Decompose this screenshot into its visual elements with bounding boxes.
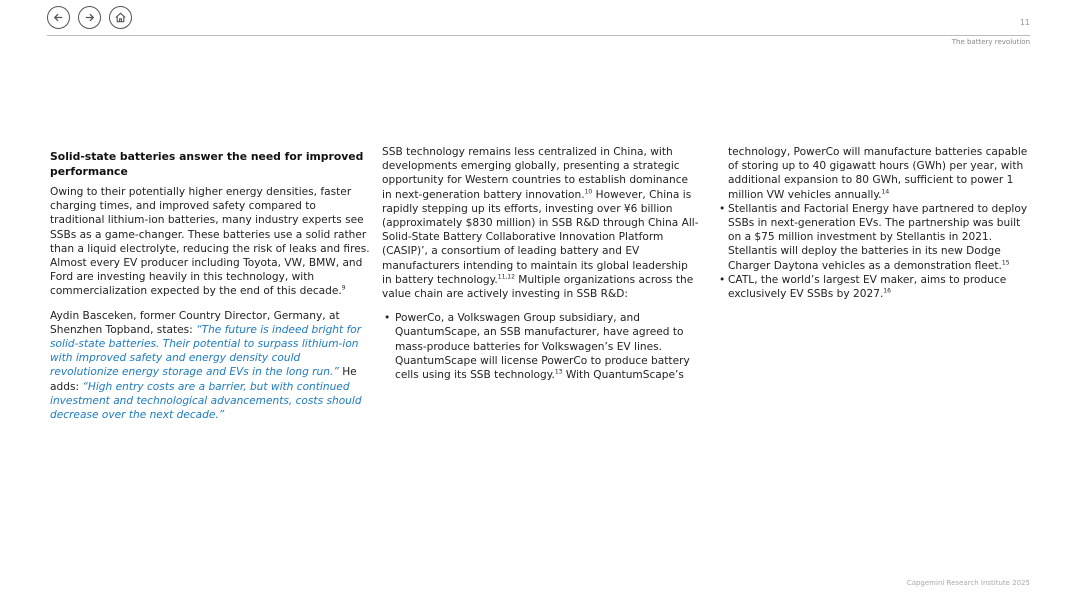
investment-list-continued [720,202,1036,301]
footnote-ref[interactable]: 16 [883,287,891,295]
section-heading: Solid-state batteries answer the need for improved performance [50,150,364,178]
list-item-text: technology, PowerCo will manufacture batteries capable of storing up to 40 gigawatt hours (GWh) per year, with additional expansion to 80 GWh, sufficient to power 1 million VW vehicles annually. [728,146,1028,201]
home-icon [113,10,128,25]
paragraph-text: Multiple organizations across the value chain are actively investing in SSB R&D: [382,273,694,301]
arrow-right-icon [82,10,97,25]
column-3 [720,145,1036,301]
navigation-bar [47,6,132,29]
arrow-left-icon [51,10,66,25]
column-2 [382,145,700,382]
header-divider [47,35,1030,36]
list-item [720,273,1036,301]
paragraph-text: Owing to their potentially higher energy densities, faster charging times, and improved safety compared to traditional lithium-ion batteries, many industry experts see SSBs as a game-changer. These batteries use a solid rather than a liquid electrolyte, reducing the risk of leaks and fires. Almost every EV producer including Toyota, VW, BMW, and Ford are investing heavily in this technology, with commercialization expected by the end of this decade. [50,186,370,298]
footer-text: Capgemini Research Institute 2025 [906,579,1030,587]
footnote-ref[interactable]: 15 [1001,259,1010,267]
back-button[interactable] [47,6,70,29]
list-item-text: CATL, the world’s largest EV maker, aims to produce exclusively EV SSBs by 2027. [728,273,1007,301]
section-title: The battery revolution [951,38,1030,46]
footnote-ref[interactable]: 14 [881,188,890,196]
forward-button[interactable] [78,6,101,29]
quote-text: “The future is indeed bright for solid-state batteries. Their potential to surpass lithium-ion with improved safety and energy density could revolutionize energy storage and EVs in the long run.” [50,323,362,379]
list-item-text: PowerCo, a Volkswagen Group subsidiary, and QuantumScape, an SSB manufacturer, have agreed to mass-produce batteries for Volkswagen’s EV lines. QuantumScape will license PowerCo to produce battery cells using its SSB technology. [395,312,690,382]
paragraph-intro [50,185,372,299]
footnote-ref[interactable]: 11,12 [497,273,515,281]
list-item-continuation [720,145,1036,202]
paragraph-text: SSB technology remains less centralized in China, with developments emerging globally, presenting a strategic opportunity for Western countries to establish dominance in next-generation battery innovation. [382,146,689,201]
footnote-ref[interactable]: 9 [341,284,346,292]
paragraph-quote [50,309,372,423]
investment-list [382,311,700,382]
paragraph-text: However, China is rapidly stepping up its efforts, investing over ¥6 billion (approximately $830 million) in SSB R&D through China All-Solid-State Battery Collaborative Innovation Platform (CASIP)’, a consortium of leading battery and EV manufacturers intending to maintain its global leadership in battery technology. [382,188,699,286]
list-item-text: With QuantumScape’s [562,369,684,382]
quote-attribution: Aydin Basceken, former Country Director, Germany, at Shenzhen Topband, states: [50,309,340,336]
home-button[interactable] [109,6,132,29]
page-number: 11 [1019,18,1030,27]
footnote-ref[interactable]: 10 [584,188,593,196]
paragraph-china [382,145,700,301]
footnote-ref[interactable]: 13 [554,368,563,376]
quote-connector: He adds: [50,366,357,393]
list-item-text: Stellantis and Factorial Energy have partnered to deploy SSBs in next-generation EVs. The partnership was built on a $75 million investment by Stellantis in 2021. Stellantis will deploy the batteries in its new Dodge Charger Daytona vehicles as a demonstration fleet. [728,202,1028,272]
quote-text: “High entry costs are a barrier, but with continued investment and technological advancements, costs should decrease over the next decade.” [50,380,362,422]
list-item [720,202,1036,273]
column-1 [50,150,372,432]
list-item [382,311,700,382]
